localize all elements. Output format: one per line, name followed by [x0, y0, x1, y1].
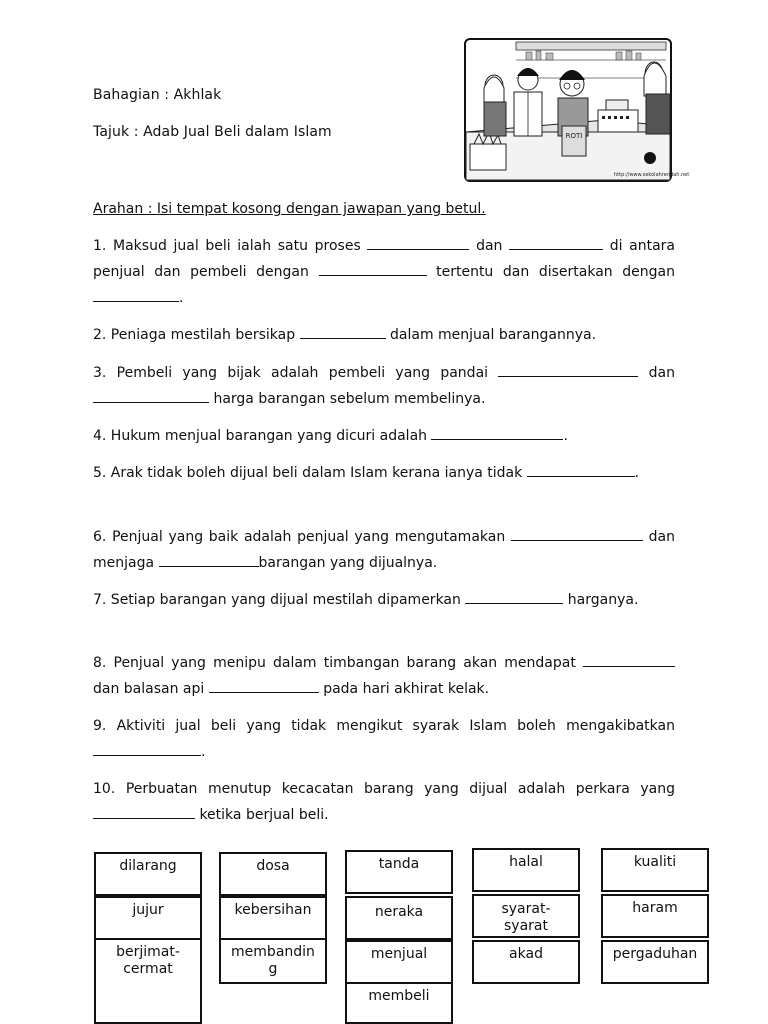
word-box: jujur: [94, 896, 202, 940]
answer-blank[interactable]: [159, 551, 259, 567]
answer-blank[interactable]: [93, 387, 209, 403]
word-box: neraka: [345, 896, 453, 940]
answer-blank[interactable]: [431, 424, 563, 440]
answer-blank[interactable]: [498, 361, 638, 377]
answer-blank[interactable]: [367, 234, 469, 250]
section-label: Bahagian : Akhlak: [93, 87, 222, 103]
word-box: syarat-syarat: [472, 894, 580, 938]
shop-counter-illustration-icon: [464, 38, 690, 182]
word-box: kualiti: [601, 848, 709, 892]
answer-blank[interactable]: [300, 323, 386, 339]
answer-blank[interactable]: [583, 651, 675, 667]
word-box: kebersihan: [219, 896, 327, 940]
word-box: akad: [472, 940, 580, 984]
answer-blank[interactable]: [465, 588, 563, 604]
word-box: tanda: [345, 850, 453, 894]
instruction: Arahan : Isi tempat kosong dengan jawapan yang betul.: [93, 201, 486, 217]
question-9: 9. Aktiviti jual beli yang tidak mengikut syarak Islam boleh mengakibatkan .: [93, 718, 675, 760]
question-8: 8. Penjual yang menipu dalam timbangan barang akan mendapat dan balasan api pada hari akhirat kelak.: [93, 650, 675, 702]
answer-blank[interactable]: [511, 525, 643, 541]
word-box: pergaduhan: [601, 940, 709, 984]
question-1: 1. Maksud jual beli ialah satu proses dan di antara penjual dan pembeli dengan tertentu dan disertakan dengan .: [93, 233, 675, 311]
question-10: 10. Perbuatan menutup kecacatan barang yang dijual adalah perkara yang ketika berjual beli.: [93, 781, 675, 823]
answer-blank[interactable]: [93, 803, 195, 819]
word-box: menjual: [345, 940, 453, 984]
answer-blank[interactable]: [93, 740, 201, 756]
illustration-credit: http://www.sekolahrendah.net: [614, 172, 690, 178]
word-box: membanding: [219, 938, 327, 984]
question-3: 3. Pembeli yang bijak adalah pembeli yang pandai dan harga barangan sebelum membelinya.: [93, 360, 675, 412]
word-box: membeli: [345, 982, 453, 1024]
question-2: 2. Peniaga mestilah bersikap dalam menjual barangannya.: [93, 322, 675, 348]
question-7: 7. Setiap barangan yang dijual mestilah dipamerkan harganya.: [93, 587, 675, 613]
answer-blank[interactable]: [93, 286, 179, 302]
answer-blank[interactable]: [509, 234, 603, 250]
shop-sign-text: ROTI: [565, 132, 583, 140]
answer-blank[interactable]: [209, 677, 319, 693]
topic-title: Tajuk : Adab Jual Beli dalam Islam: [93, 124, 332, 140]
question-4: 4. Hukum menjual barangan yang dicuri adalah .: [93, 423, 675, 449]
question-6: 6. Penjual yang baik adalah penjual yang mengutamakan dan menjaga barangan yang dijualnya.: [93, 524, 675, 576]
word-box: berjimat-cermat: [94, 938, 202, 1024]
word-box: dosa: [219, 852, 327, 896]
word-box: halal: [472, 848, 580, 892]
question-5: 5. Arak tidak boleh dijual beli dalam Islam kerana ianya tidak .: [93, 460, 675, 486]
word-box: dilarang: [94, 852, 202, 896]
word-box: haram: [601, 894, 709, 938]
answer-blank[interactable]: [527, 461, 635, 477]
answer-blank[interactable]: [319, 260, 427, 276]
